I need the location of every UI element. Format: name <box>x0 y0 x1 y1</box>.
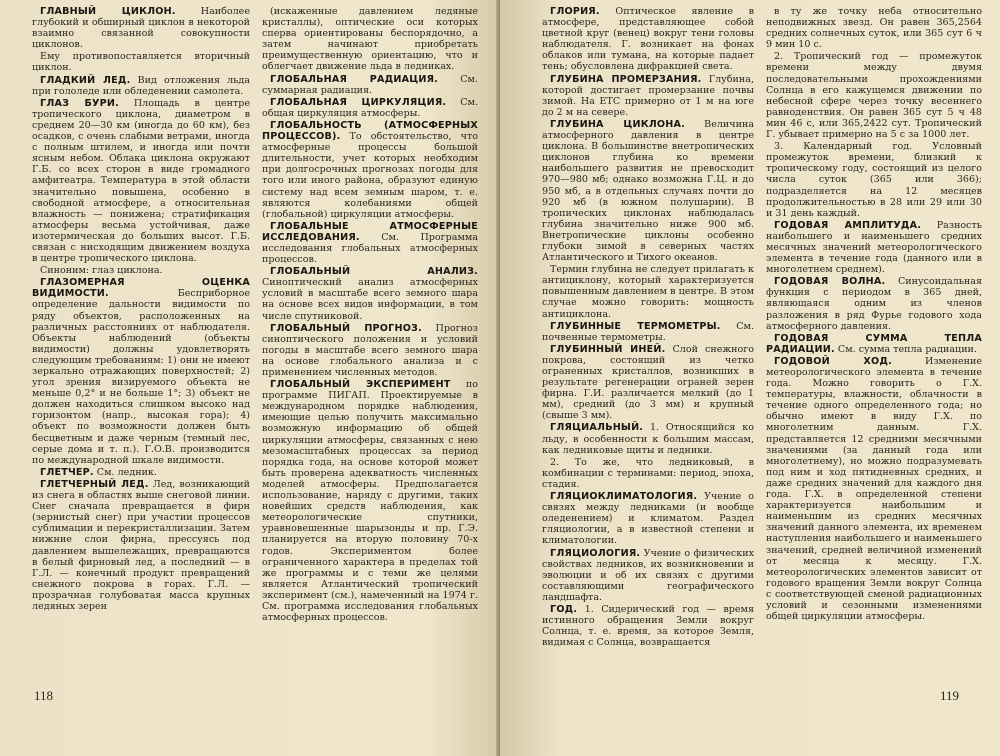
entry-text: См. суммарная радиация. <box>262 73 478 96</box>
entry-text: 3. Календарный год. Условный промежуток времени, близкий к тропическому году, состоящий из целого числа суток (365 или 366); подразделяется на 12 месяцев продолжительностью в 28 или 29 или 30 и 31 день каждый. <box>766 141 982 219</box>
entry-text: Лед, возникающий из снега в областях выше снеговой линии. Снег сначала превращается в фирн (зернистый снег) при участии процессов сублимации и перекристаллизации. Затем нижние слои фирна, прессуясь под давлением вышележащих, превращаются в белый фирновый лед, а последний — в Г.Л. — конечный продукт превращений снежного покрова в горах. Г.Л. — прозрачная голубоватая масса крупных ледяных зерен <box>32 478 250 612</box>
dictionary-entry <box>32 277 250 466</box>
entry-text: Термин глубина не следует прилагать к антициклону, который характеризуется повышенным давлением в центре. В этом случае можно говорить: мощность антициклона. <box>542 264 754 320</box>
entry-text: Синоптический анализ атмосферных условий в масштабе всего земного шара на основе всех видов информации, в том числе спутниковой. <box>262 277 478 322</box>
entry-headword: ГЛЯЦИОЛОГИЯ. <box>550 547 641 559</box>
dictionary-entry <box>262 266 478 321</box>
dictionary-entry <box>32 479 250 612</box>
entry-text: Оптическое явление в атмосфере, представляющее собой цветной круг (венец) вокруг тени головы наблюдателя. Г. возникает на фонах облаков или тумана, на которые падает тень; обусловлена дифракцией света. <box>542 6 754 73</box>
entry-text: Вид отложения льда при гололеде или обледенении самолета. <box>32 74 250 97</box>
dictionary-entry <box>766 276 982 331</box>
entry-headword: ГЛЯЦИОКЛИМАТОЛОГИЯ. <box>550 491 698 503</box>
dictionary-entry <box>32 467 250 478</box>
dictionary-entry <box>262 97 478 119</box>
entry-text: Прогноз синоптического положения и условий погоды в масштабе всего земного шара на основе глобального анализа и с применением численных методов. <box>262 322 478 378</box>
entry-headword: ГЛОБАЛЬНЫЕ АТМОСФЕРНЫЕ ИССЛЕДОВАНИЯ. <box>262 220 478 243</box>
entry-text: См. сумма тепла радиации. <box>834 343 977 355</box>
dictionary-entry <box>766 220 982 275</box>
entry-text: Учение о связях между ледниками (и вообще оледенением) и климатом. Раздел гляциологии, а в известной степени и климатологии. <box>542 491 754 547</box>
page-number-right: 119 <box>940 688 960 703</box>
entry-text: Слой снежного покрова, состоящий из четко ограненных кристаллов, возникших в результате регенерации ограней зерен фирна. Г.И. различается мелкий (до 1 мм), средний (до 3 мм) и крупный (свыше 3 мм). <box>542 343 754 422</box>
dictionary-entry <box>766 141 982 219</box>
dictionary-entry <box>32 98 250 264</box>
dictionary-entry <box>542 264 754 319</box>
dictionary-entry <box>542 604 754 648</box>
entry-text: 1. Сидерический год — время истинного обращения Земли вокруг Солнца, т. е. время, за которое Земля, видимая с Солнца, возвращается <box>542 603 754 649</box>
dictionary-entry <box>766 6 982 50</box>
entry-headword: ГЛУБИНА ПРОМЕРЗАНИЯ. <box>550 73 702 85</box>
dictionary-entry <box>262 6 478 73</box>
dictionary-entry <box>262 323 478 378</box>
column-3 <box>542 6 754 649</box>
entry-headword: ГЛОБАЛЬНАЯ РАДИАЦИЯ. <box>270 73 439 85</box>
entry-text: 2. То же, что ледниковый, в комбинации с терминами: период, эпоха, стадия. <box>542 456 754 490</box>
entry-text: Бесприборное определение дальности видимости по ряду объектов, расположенных на различных расстояниях от наблюдателя. Объекты наблюдений (объекты видимости) должны удовлетворять следующим требованиям: 1) они не имеют зеркально отражающих поверхностей; 2) угол зрения визируемого объекта не меньше 0,2° и не больше 1°; 3) объект не должен находиться слишком высоко над горизонтом (напр., высокая гора); 4) объект по возможности должен быть бесцветным и даже черным (темный лес, серые дома и т. п.). Г.О.В. производится по международной шкале видимости. <box>32 288 250 466</box>
dictionary-entry <box>766 51 982 140</box>
entry-text: См. ледник. <box>93 466 157 478</box>
entry-headword: ГЛУБИННЫЕ ТЕРМОМЕТРЫ. <box>550 320 721 332</box>
dictionary-entry <box>542 491 754 546</box>
entry-headword: ГЛЕТЧЕР. <box>40 466 94 478</box>
entry-headword: ГЛАЗОМЕРНАЯ ОЦЕНКА ВИДИМОСТИ. <box>32 277 250 300</box>
entry-text: Глубина, которой достигает промерзание почвы зимой. На ЕТС примерно от 1 м на юге до 2 м на севере. <box>542 73 754 118</box>
column-2 <box>262 6 478 624</box>
entry-text: См. Программа исследования глобальных атмосферных процессов. <box>262 231 478 266</box>
entry-text: Площадь в центре тропического циклона, диаметром в среднем 20—30 км (иногда до 60 км), без осадков, с очень слабыми ветрами, иногда с полным штилем, и иногда или почти ясным небом. Облака циклона окружают Г.Б. со всех сторон в виде громадного амфитеатра. Температура в этой области значительно повышена, особенно в свободной атмосфере, а относительная влажность — понижена; стратификация атмосферы весьма устойчивая, даже изотермическая до больших высот. Г.Б. связан с нисходящим движением воздуха в центре тропического циклона. <box>32 97 250 265</box>
dictionary-entry <box>32 265 250 276</box>
dictionary-entry <box>542 422 754 455</box>
entry-headword: ГОДОВАЯ АМПЛИТУДА. <box>774 219 922 231</box>
entry-headword: ГЛОБАЛЬНАЯ ЦИРКУЛЯЦИЯ. <box>270 96 447 108</box>
entry-text: 2. Тропический год — промежуток времени между двумя последовательными прохождениями Солнца в его кажущемся движении по небесной сфере через точку весеннего равноденствия. Он равен 365 сут 5 ч 48 мин 46 с, или 365,2422 сут. Тропический Г. убывает примерно на 5 с за 1000 лет. <box>766 51 982 141</box>
dictionary-entry <box>542 548 754 603</box>
entry-text: Разность наибольшего и наименьшего средних месячных значений метеорологического элемента в течение года (данного или в многолетнем среднем). <box>766 219 983 276</box>
dictionary-entry <box>262 120 478 220</box>
dictionary-entry <box>262 379 478 623</box>
entry-headword: ГЛАЗ БУРИ. <box>40 97 119 109</box>
entry-text: Величина атмосферного давления в центре циклона. В большинстве внетропических циклонов глубина ко времени наибольшего развития не превосходит 970—980 мб; однако возможна Г.Ц. и до 950 мб, а в отдельных случаях почти до 920 мб (в южном полушарии). В тропических циклонах наблюдалась глубина значительно ниже 900 мб. Внетропические циклоны особенно глубоки зимой в северных частях Атлантического и Тихого океанов. <box>542 118 755 264</box>
entry-text: Учение о физических свойствах ледников, их возникновении и эволюции и об их связях с другими составляющими географического ландшафта. <box>542 547 754 603</box>
dictionary-entry <box>766 333 982 355</box>
dictionary-entry <box>542 119 754 263</box>
entry-headword: ГЛЕТЧЕРНЫЙ ЛЕД. <box>40 478 149 490</box>
dictionary-entry <box>766 356 982 622</box>
entry-text: См. почвенные термометры. <box>542 320 754 343</box>
entry-text: (искаженные давлением ледяные кристаллы), оптические оси которых сперва ориентированы беспорядочно, а затем начинают приобретать преимущественную ориентацию, что и облегчает движение льда в ледниках. <box>262 6 478 73</box>
entry-headword: ГОДОВОЙ ХОД. <box>774 355 892 367</box>
dictionary-entry <box>32 6 250 50</box>
entry-text: См. общая циркуляция атмосферы. <box>262 96 478 119</box>
entry-headword: ГЛУБИНА ЦИКЛОНА. <box>550 118 685 130</box>
entry-text: Синусоидальная функция с периодом в 365 дней, являющаяся одним из членов разложения в ряд Фурье годового хода атмосферного давления. <box>766 276 982 332</box>
column-4 <box>766 6 982 623</box>
entry-headword: ГЛОБАЛЬНОСТЬ (АТМОСФЕРНЫХ ПРОЦЕССОВ). <box>262 119 478 143</box>
entry-headword: ГЛОРИЯ. <box>550 6 600 17</box>
entry-text: Ему противопоставляется вторичный циклон. <box>32 51 250 74</box>
dictionary-entry <box>542 6 754 73</box>
entry-text: по программе ПИГАП. Проектируемые в международном порядке наблюдения, имеющие целью получить максимально возможную информацию об общей циркуляции атмосферы, связанных с нею мезомасштабных процессах за период порядка года, на основе которой может быть проверена адекватность численных моделей атмосферы. Предполагается использование, наряду с другими, таких новейших средств наблюдения, как метеорологические спутники, уравновешенные шарызонды и пр. Г.Э. планируется на вторую половину 70-х годов. Экспериментом более ограниченного характера в пределах той же программы и с теми же целями является Атлантический тропический эксперимент (см.), намеченный на 1974 г. См. программа исследования глобальных атмосферных процессов. <box>262 379 478 624</box>
entry-headword: ГЛОБАЛЬНЫЙ АНАЛИЗ. <box>270 266 478 278</box>
entry-headword: ГОДОВАЯ СУММА ТЕПЛА РАДИАЦИИ. <box>766 332 982 355</box>
entry-headword: ГОД. <box>550 603 578 615</box>
column-1 <box>32 6 250 613</box>
dictionary-entry <box>542 74 754 118</box>
dictionary-entry <box>542 344 754 422</box>
dictionary-entry <box>542 457 754 490</box>
entry-text: Изменение метеорологического элемента в течение года. Можно говорить о Г.Х. температуры, влажности, облачности в течение одного определенного года; но обычно имеют в виду Г.Х. по многолетним данным. Г.Х. представляется 12 средними месячными значениями (за данный года или многолетнему), но можно подразумевать под ним и ход пятидневных средних, и даже средних значений для каждого дня года. Г.Х. в определенной степени характеризуется наибольшим и наименьшим из средних месячных значений данного элемента, их временем наступления наибольшего и наименьшего значений, средней величиной изменений от месяца к месяцу. Г.Х. метеорологических элементов зависит от годового вращения Земли вокруг Солнца с соответствующей сменой радиационных условий и сезонными изменениями общей циркуляции атмосферы. <box>766 355 982 623</box>
entry-headword: ГЛАВНЫЙ ЦИКЛОН. <box>40 6 176 17</box>
page-number-left: 118 <box>34 688 54 703</box>
entry-headword: ГЛОБАЛЬНЫЙ ЭКСПЕРИМЕНТ <box>270 379 451 391</box>
entry-text: Наиболее глубокий и обширный циклон в некоторой взаимно связанной совокупности циклонов. <box>32 6 250 51</box>
entry-headword: ГЛОБАЛЬНЫЙ ПРОГНОЗ. <box>270 322 422 334</box>
dictionary-entry <box>542 321 754 343</box>
dictionary-entry <box>262 221 478 265</box>
entry-headword: ГЛУБИННЫЙ ИНЕЙ. <box>550 343 666 355</box>
entry-headword: ГЛЯЦИАЛЬНЫЙ. <box>550 422 644 434</box>
entry-text: 1. Относящийся ко льду, в особенности к большим массам, как ледниковые щиты и ледники. <box>542 422 754 456</box>
entry-text: То обстоятельство, что атмосферные процессы большой длительности, учет которых необходим при долгосрочных прогнозах погоды для того или иного района, образуют единую систему над всем земным шаром, т. е. являются колебаниями общей (глобальной) циркуляции атмосферы. <box>262 131 478 220</box>
entry-text: Синоним: глаз циклона. <box>40 265 163 277</box>
right-page <box>500 0 1000 756</box>
entry-headword: ГЛАДКИЙ ЛЕД. <box>40 74 131 86</box>
dictionary-entry <box>262 74 478 96</box>
entry-text: в ту же точку неба относительно неподвижных звезд. Он равен 365,2564 средних солнечных суток, или 365 сут 6 ч 9 мин 10 с. <box>766 6 982 51</box>
entry-headword: ГОДОВАЯ ВОЛНА. <box>774 276 886 288</box>
dictionary-entry <box>32 75 250 97</box>
dictionary-entry <box>32 51 250 73</box>
